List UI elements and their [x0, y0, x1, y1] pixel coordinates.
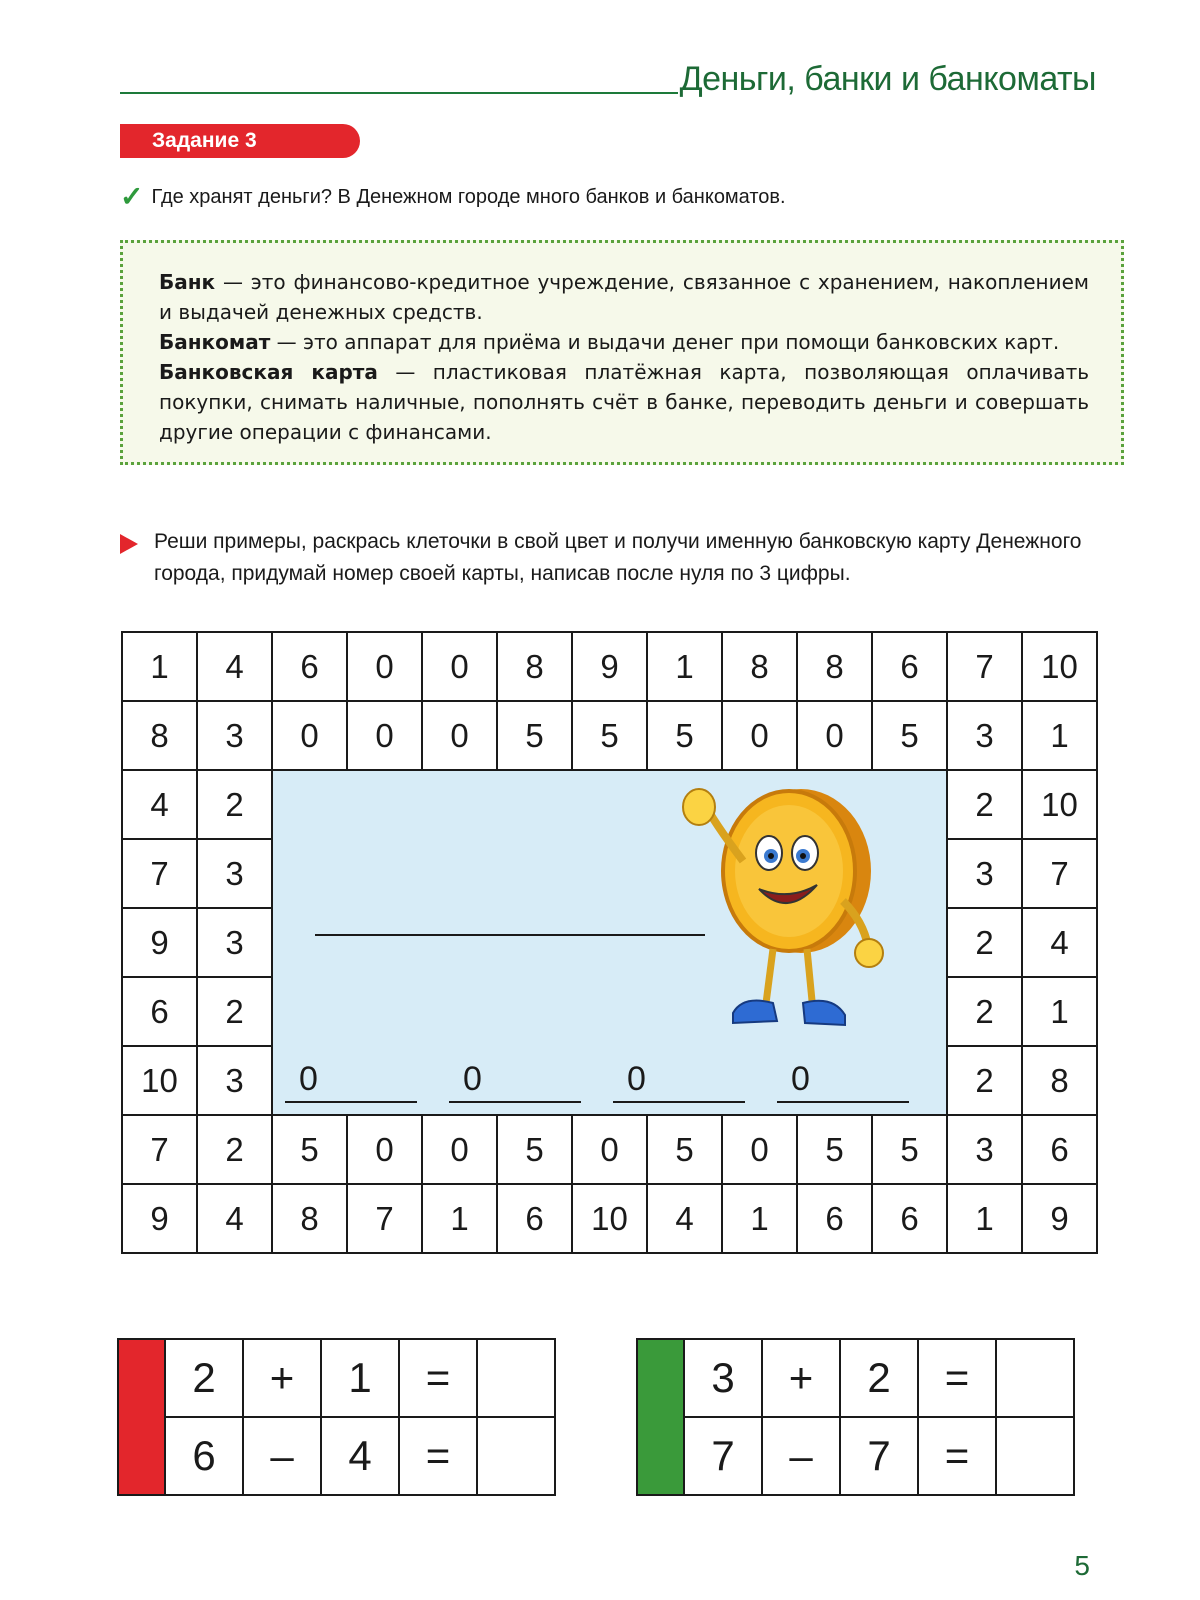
equation-row [118, 1339, 555, 1417]
card-number-prefix: 0 [463, 1060, 482, 1098]
equation-cell: + [243, 1339, 321, 1417]
equation-cell: – [243, 1417, 321, 1495]
grid-cell[interactable]: 0 [572, 1115, 647, 1184]
grid-cell[interactable]: 2 [197, 770, 272, 839]
grid-cell[interactable]: 4 [122, 770, 197, 839]
instruction-text: Реши примеры, раскрась клеточки в свой цвет и получи именную банковскую карту Денежного города, придумай номер своей карты, написав после нуля по 3 цифры. [154, 530, 1082, 585]
answer-cell[interactable] [996, 1417, 1074, 1495]
card-number-field[interactable] [777, 1053, 909, 1103]
grid-cell[interactable]: 6 [497, 1184, 572, 1253]
equation-row [637, 1339, 1074, 1417]
grid-cell[interactable]: 1 [1022, 977, 1097, 1046]
grid-cell[interactable]: 10 [572, 1184, 647, 1253]
page-number: 5 [1074, 1550, 1090, 1581]
card-number-prefix: 0 [299, 1060, 318, 1098]
grid-cell[interactable]: 1 [122, 632, 197, 701]
grid-cell[interactable]: 5 [272, 1115, 347, 1184]
equation-cell: 4 [321, 1417, 399, 1495]
grid-cell[interactable]: 8 [722, 632, 797, 701]
color-grid [121, 631, 1098, 1254]
grid-cell[interactable]: 10 [122, 1046, 197, 1115]
grid-cell[interactable]: 6 [1022, 1115, 1097, 1184]
grid-cell[interactable]: 2 [197, 1115, 272, 1184]
equation-cell: 3 [684, 1339, 762, 1417]
grid-cell[interactable]: 8 [1022, 1046, 1097, 1115]
header-rule [120, 92, 678, 94]
grid-cell[interactable]: 0 [422, 1115, 497, 1184]
grid-cell[interactable]: 7 [122, 839, 197, 908]
grid-cell[interactable]: 6 [122, 977, 197, 1046]
grid-row [122, 701, 1097, 770]
grid-cell[interactable]: 0 [347, 632, 422, 701]
grid-cell[interactable]: 0 [347, 1115, 422, 1184]
card-number-prefix: 0 [627, 1060, 646, 1098]
grid-cell[interactable]: 5 [872, 1115, 947, 1184]
grid-cell[interactable]: 3 [197, 701, 272, 770]
definitions-box [120, 240, 1124, 465]
grid-cell[interactable]: 5 [872, 701, 947, 770]
grid-cell[interactable]: 9 [122, 908, 197, 977]
equation-row [118, 1417, 555, 1495]
definition-item [159, 357, 1089, 447]
grid-cell[interactable]: 8 [797, 632, 872, 701]
grid-cell[interactable]: 5 [497, 1115, 572, 1184]
grid-cell[interactable]: 1 [947, 1184, 1022, 1253]
definition-term: Банковская карта [159, 360, 378, 384]
grid-row [122, 1115, 1097, 1184]
grid-cell[interactable]: 1 [1022, 701, 1097, 770]
grid-cell[interactable]: 2 [947, 770, 1022, 839]
card-number-field[interactable] [285, 1053, 417, 1103]
answer-cell[interactable] [996, 1339, 1074, 1417]
task-badge: Задание 3 [120, 124, 360, 158]
grid-cell[interactable]: 6 [272, 632, 347, 701]
coin-mascot-icon [673, 781, 913, 1051]
grid-cell[interactable]: 0 [722, 1115, 797, 1184]
grid-cell[interactable]: 1 [722, 1184, 797, 1253]
grid-cell[interactable]: 2 [947, 908, 1022, 977]
instruction [120, 526, 1120, 590]
task-intro [120, 180, 786, 213]
grid-cell[interactable]: 3 [197, 908, 272, 977]
definition-text: — это аппарат для приёма и выдачи денег при помощи банковских карт. [270, 330, 1060, 354]
equation-cell: 6 [165, 1417, 243, 1495]
bank-card [272, 770, 947, 1115]
equation-row [637, 1417, 1074, 1495]
equation-cell: – [762, 1417, 840, 1495]
equation-table-green [636, 1338, 1075, 1496]
grid-cell[interactable]: 6 [872, 632, 947, 701]
grid-cell[interactable]: 5 [497, 701, 572, 770]
grid-cell[interactable]: 0 [347, 701, 422, 770]
grid-cell[interactable]: 4 [197, 632, 272, 701]
equation-cell: 7 [840, 1417, 918, 1495]
grid-cell[interactable]: 0 [722, 701, 797, 770]
grid-cell[interactable]: 0 [272, 701, 347, 770]
grid-cell[interactable]: 6 [797, 1184, 872, 1253]
grid-cell[interactable]: 3 [197, 1046, 272, 1115]
checkmark-icon: ✓ [120, 181, 144, 212]
grid-cell[interactable]: 4 [647, 1184, 722, 1253]
equation-cell: = [918, 1339, 996, 1417]
card-number-prefix: 0 [791, 1060, 810, 1098]
grid-cell[interactable]: 4 [1022, 908, 1097, 977]
grid-cell[interactable]: 3 [947, 1115, 1022, 1184]
equation-cell: 1 [321, 1339, 399, 1417]
grid-cell[interactable]: 8 [122, 701, 197, 770]
grid-row [122, 1184, 1097, 1253]
equation-cell: = [399, 1417, 477, 1495]
card-number-field[interactable] [613, 1053, 745, 1103]
equation-cell: + [762, 1339, 840, 1417]
grid-cell[interactable]: 3 [197, 839, 272, 908]
grid-row [122, 770, 1097, 839]
grid-cell[interactable]: 9 [572, 632, 647, 701]
grid-cell[interactable]: 0 [422, 701, 497, 770]
grid-cell[interactable]: 8 [272, 1184, 347, 1253]
grid-cell[interactable]: 7 [122, 1115, 197, 1184]
grid-cell[interactable]: 0 [797, 701, 872, 770]
section-title: Деньги, банки и банкоматы [679, 60, 1096, 98]
grid-cell[interactable]: 2 [947, 977, 1022, 1046]
definition-item [159, 327, 1089, 357]
equation-cell: 2 [165, 1339, 243, 1417]
grid-cell[interactable]: 5 [797, 1115, 872, 1184]
grid-cell[interactable]: 3 [947, 839, 1022, 908]
answer-cell[interactable] [477, 1417, 555, 1495]
grid-cell[interactable]: 0 [422, 632, 497, 701]
grid-cell[interactable]: 5 [572, 701, 647, 770]
grid-cell[interactable]: 2 [947, 1046, 1022, 1115]
grid-cell[interactable]: 10 [1022, 632, 1097, 701]
grid-cell[interactable]: 9 [1022, 1184, 1097, 1253]
equation-cell: 7 [684, 1417, 762, 1495]
definition-term: Банк [159, 270, 216, 294]
grid-cell[interactable]: 2 [197, 977, 272, 1046]
definition-item [159, 267, 1089, 327]
equation-cell: 2 [840, 1339, 918, 1417]
grid-cell[interactable]: 1 [422, 1184, 497, 1253]
grid-cell[interactable]: 7 [1022, 839, 1097, 908]
grid-cell[interactable]: 8 [497, 632, 572, 701]
color-swatch [637, 1339, 684, 1495]
grid-row [122, 632, 1097, 701]
grid-cell[interactable]: 4 [197, 1184, 272, 1253]
card-name-line[interactable] [315, 934, 705, 936]
task-intro-text: Где хранят деньги? В Денежном городе много банков и банкоматов. [151, 186, 786, 208]
grid-cell[interactable]: 3 [947, 701, 1022, 770]
play-arrow-icon [120, 534, 138, 554]
grid-cell[interactable]: 6 [872, 1184, 947, 1253]
grid-cell[interactable]: 5 [647, 701, 722, 770]
grid-cell[interactable]: 5 [647, 1115, 722, 1184]
grid-cell[interactable]: 9 [122, 1184, 197, 1253]
equation-cell: = [918, 1417, 996, 1495]
card-number-field[interactable] [449, 1053, 581, 1103]
answer-cell[interactable] [477, 1339, 555, 1417]
definition-term: Банкомат [159, 330, 271, 354]
color-swatch [118, 1339, 165, 1495]
grid-cell[interactable]: 7 [947, 632, 1022, 701]
grid-cell[interactable]: 10 [1022, 770, 1097, 839]
equation-cell: = [399, 1339, 477, 1417]
grid-cell[interactable]: 1 [647, 632, 722, 701]
definition-text: — это финансово-кредитное учреждение, связанное с хранением, накоплением и выдачей денежных средств. [159, 270, 1089, 324]
grid-cell[interactable]: 7 [347, 1184, 422, 1253]
definition-text: — пластиковая платёжная карта, позволяющая оплачивать покупки, снимать наличные, пополнять счёт в банке, переводить деньги и совершать другие операции с финансами. [159, 360, 1090, 444]
equation-table-red [117, 1338, 556, 1496]
